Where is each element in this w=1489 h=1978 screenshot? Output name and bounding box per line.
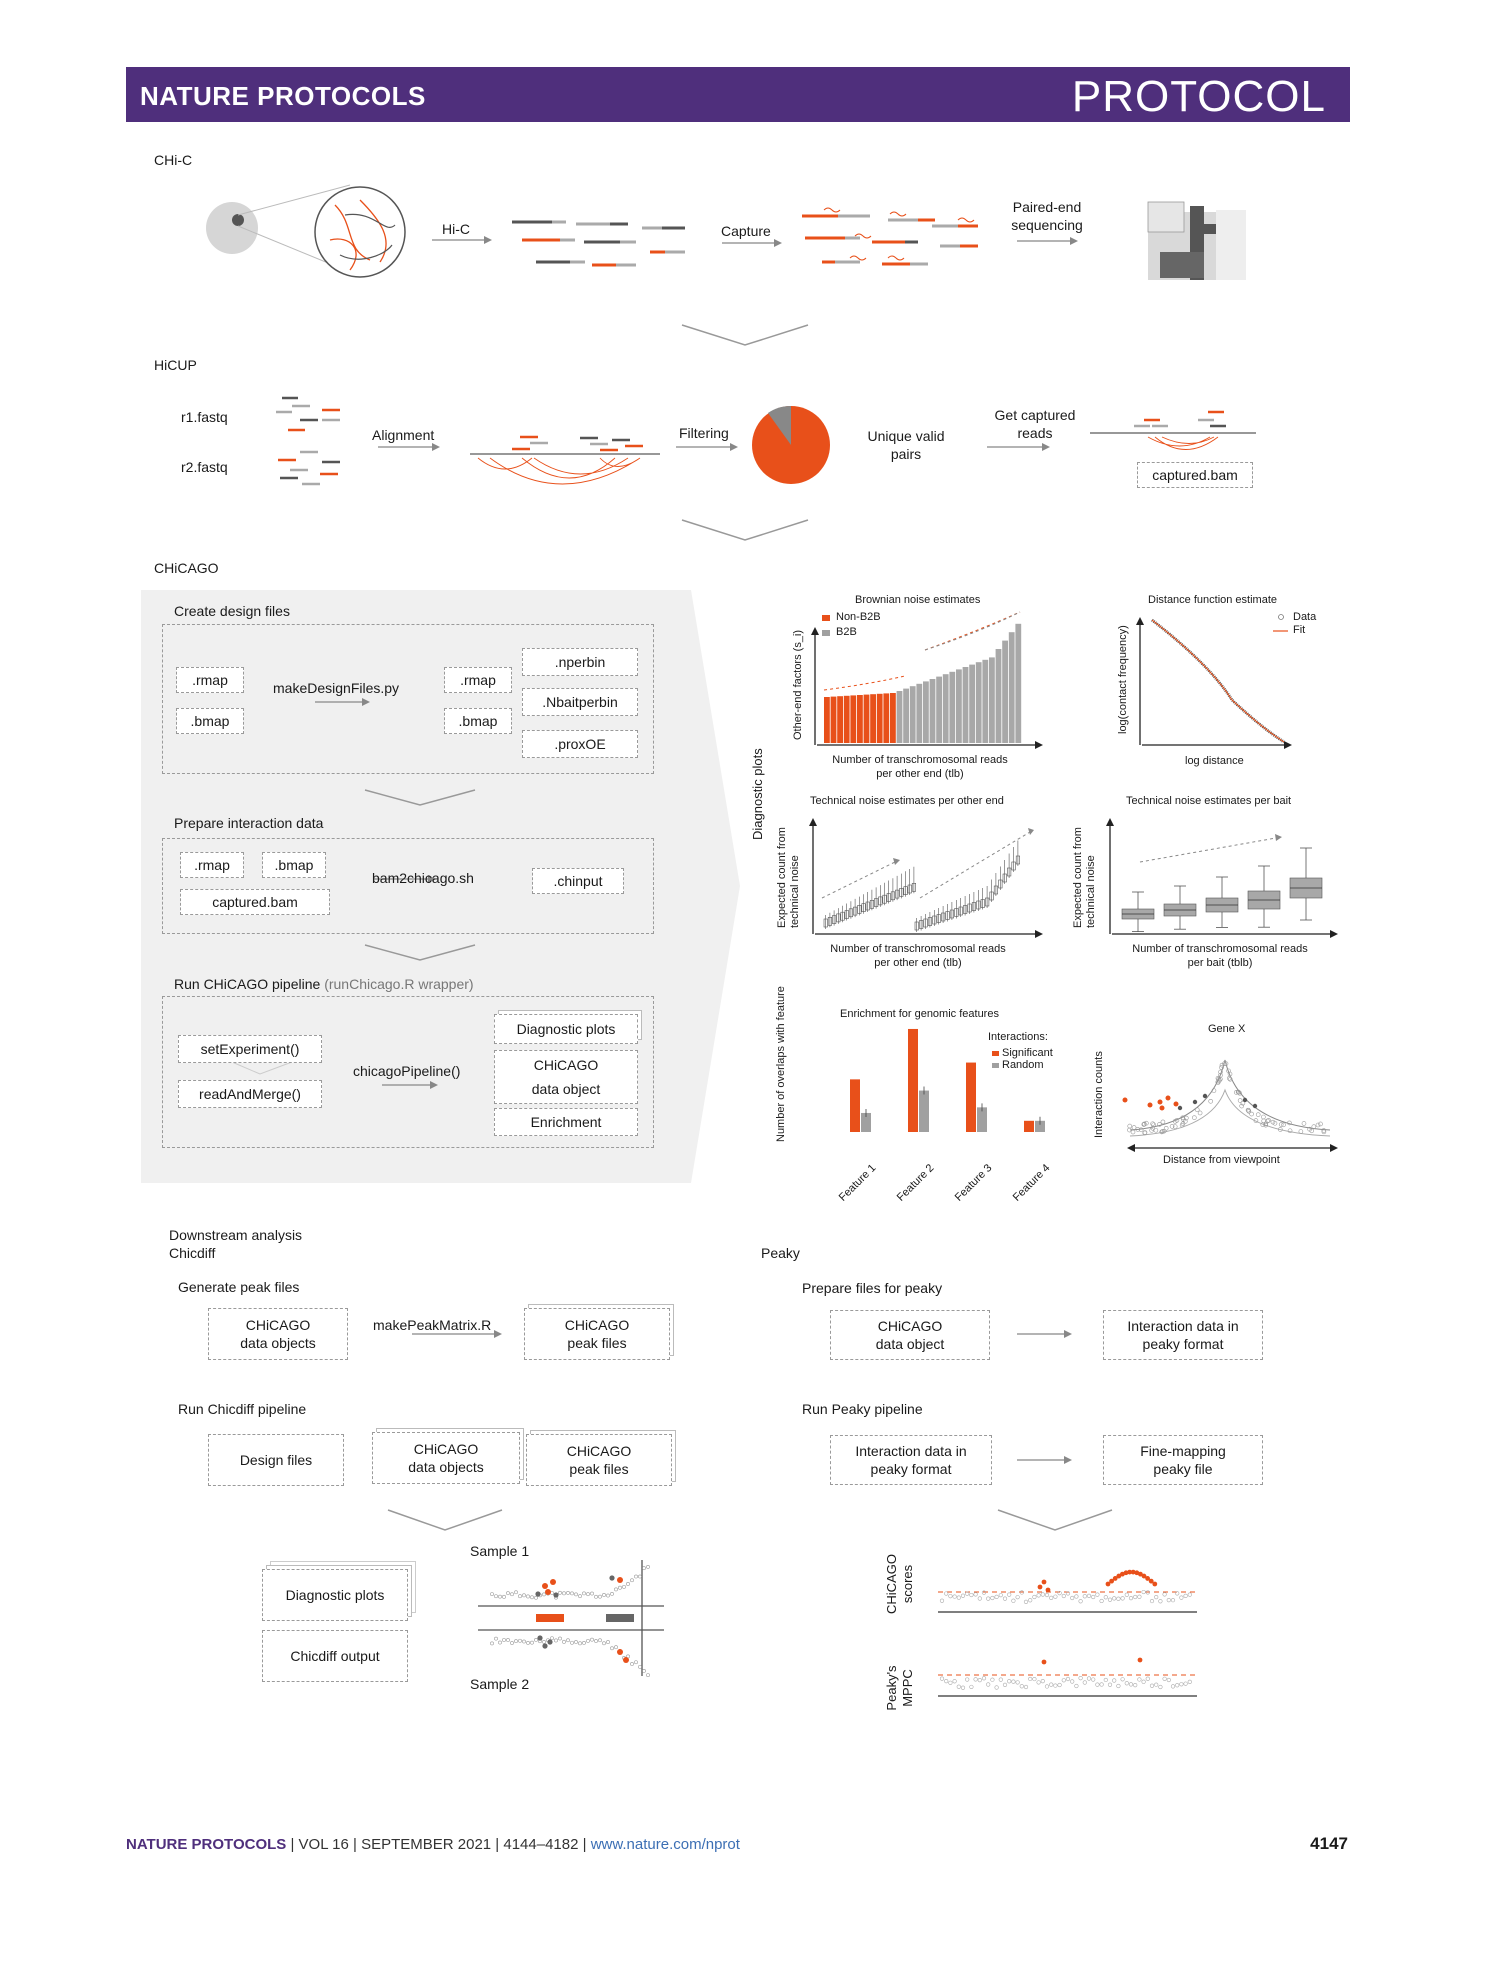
- run-chicdiff-title: Run Chicdiff pipeline: [178, 1401, 307, 1417]
- peaky-point: [1049, 1683, 1053, 1687]
- legend-random: Random: [1002, 1059, 1044, 1071]
- bmap-prepare: .bmap: [262, 852, 326, 878]
- peaky-point: [1070, 1596, 1074, 1600]
- legend-fit: Fit: [1293, 624, 1306, 636]
- peaky-point: [1079, 1676, 1083, 1680]
- read-and-merge-box: readAndMerge(): [178, 1080, 322, 1108]
- peaky-point: [1003, 1683, 1007, 1687]
- peaky-point: [1041, 1679, 1045, 1683]
- peaky-point: [1091, 1678, 1095, 1682]
- peaky-point: [1167, 1598, 1171, 1602]
- distance-title: Distance function estimate: [1148, 594, 1278, 606]
- peaky-mppc-point: [1138, 1658, 1143, 1663]
- peaky-point: [1012, 1680, 1016, 1684]
- peaky-point: [1062, 1594, 1066, 1598]
- distance-ylabel: log(contact frequency): [1117, 625, 1129, 734]
- peaky-sig-point: [1042, 1580, 1047, 1585]
- run-peaky-title: Run Peaky pipeline: [802, 1401, 923, 1417]
- chicago-pipeline-function: chicagoPipeline(): [353, 1063, 461, 1079]
- peaky-point: [999, 1593, 1003, 1597]
- genex-xlabel: Distance from viewpoint: [1163, 1154, 1280, 1166]
- tech-bait-ylabel-1: Expected count from: [1072, 827, 1084, 928]
- peaky-point: [1091, 1595, 1095, 1599]
- set-experiment-box: setExperiment(): [178, 1035, 322, 1063]
- peaky-point: [1154, 1683, 1158, 1687]
- peaky-point: [1100, 1599, 1104, 1603]
- hic-label: Hi-C: [442, 221, 470, 237]
- tech-oe-title: Technical noise estimates per other end: [810, 795, 1004, 807]
- rmap-output: .rmap: [444, 667, 512, 693]
- peaky-point: [1121, 1678, 1125, 1682]
- peaky-point: [995, 1686, 999, 1690]
- peaky-point: [1058, 1683, 1062, 1687]
- enrichment-ylabel: Number of overlaps with feature: [775, 986, 787, 1142]
- data-object-line2: data object: [531, 1081, 601, 1097]
- tech-bait-xlabel-1: Number of transchromosomal reads: [1132, 943, 1308, 955]
- peaky-point: [1129, 1596, 1133, 1600]
- gp-out-1: CHiCAGO: [564, 1317, 630, 1333]
- peaky-point: [1142, 1590, 1146, 1594]
- downstream-title-2: Chicdiff: [169, 1245, 216, 1261]
- peaky-point: [982, 1591, 986, 1595]
- pp-in-1: CHiCAGO: [877, 1318, 943, 1334]
- brownian-title: Brownian noise estimates: [855, 594, 981, 606]
- peaky-point: [1138, 1678, 1142, 1682]
- peaky-point: [1117, 1597, 1121, 1601]
- tech-bait-ylabel-2: technical noise: [1085, 855, 1097, 928]
- peaky-point: [978, 1597, 982, 1601]
- peaky-point: [1163, 1593, 1167, 1597]
- brownian-xlabel-1: Number of transchromosomal reads: [832, 754, 1008, 766]
- peaky-point: [974, 1678, 978, 1682]
- rc-peak-2: peak files: [569, 1461, 629, 1477]
- peaky-point: [1096, 1593, 1100, 1597]
- tech-bait-xlabel-2: per bait (tblb): [1187, 957, 1253, 969]
- peaky-point: [1033, 1677, 1037, 1681]
- peaky-point: [1087, 1677, 1091, 1681]
- peaky-point: [970, 1593, 974, 1597]
- peaky-point: [1171, 1685, 1175, 1689]
- bmap-input: .bmap: [176, 708, 244, 734]
- chicago-section-title: CHiCAGO: [154, 560, 219, 576]
- create-design-files-title: Create design files: [174, 603, 290, 619]
- peaky-point: [1003, 1597, 1007, 1601]
- tech-oe-ylabel-1: Expected count from: [776, 827, 788, 928]
- peaky-point: [991, 1596, 995, 1600]
- peaky-point: [1007, 1679, 1011, 1683]
- peaky-point: [1104, 1678, 1108, 1682]
- peaky-point: [1024, 1685, 1028, 1689]
- peaky-point: [940, 1677, 944, 1681]
- peaky-point: [1175, 1592, 1179, 1596]
- peaky-point: [1041, 1593, 1045, 1597]
- rc-obj-2: data objects: [408, 1459, 484, 1475]
- peaky-point: [1154, 1595, 1158, 1599]
- peaky-point: [1033, 1595, 1037, 1599]
- peaky-point: [1100, 1683, 1104, 1687]
- peaky-point: [1167, 1678, 1171, 1682]
- peaky-point: [1184, 1594, 1188, 1598]
- bam2chicago-script: bam2chicago.sh: [372, 870, 474, 886]
- peaky-point: [1016, 1595, 1020, 1599]
- tech-oe-xlabel-2: per other end (tlb): [874, 957, 962, 969]
- peaky-point: [1020, 1684, 1024, 1688]
- gp-in-2: data objects: [240, 1335, 316, 1351]
- generate-peak-files-title: Generate peak files: [178, 1279, 300, 1295]
- r1-fastq-label: r1.fastq: [181, 409, 228, 425]
- peaky-point: [1066, 1677, 1070, 1681]
- peaky-point: [1104, 1595, 1108, 1599]
- make-peak-matrix-script: makePeakMatrix.R: [373, 1317, 492, 1333]
- enrichment-tick-label: Feature 1: [836, 1162, 879, 1204]
- peaky-point: [1054, 1595, 1058, 1599]
- diagnostic-plots-output: Diagnostic plots: [494, 1014, 638, 1044]
- peaky-point: [949, 1594, 953, 1598]
- peaky-point: [965, 1678, 969, 1682]
- brownian-ylabel: Other-end factors (s_i): [792, 629, 804, 740]
- peaky-point: [1117, 1684, 1121, 1688]
- footer-volume: VOL 16: [298, 1836, 349, 1853]
- filtering-label: Filtering: [679, 425, 729, 441]
- peaky-point: [1054, 1684, 1058, 1688]
- legend-b2b: B2B: [836, 626, 857, 638]
- design-files-box: Design files: [208, 1434, 344, 1486]
- pr-out-2: peaky file: [1153, 1461, 1213, 1477]
- distance-xlabel: log distance: [1185, 755, 1244, 767]
- captured-bam-prepare: captured.bam: [180, 889, 330, 915]
- pr-out-1: Fine-mapping: [1140, 1443, 1226, 1459]
- enrichment-chart-title: Enrichment for genomic features: [840, 1008, 999, 1020]
- bmap-output: .bmap: [444, 708, 512, 734]
- footer-url[interactable]: www.nature.com/nprot: [590, 1836, 740, 1853]
- peaky-point: [1150, 1599, 1154, 1603]
- peaky-point: [1180, 1682, 1184, 1686]
- peaky-point: [1142, 1680, 1146, 1684]
- gp-out-2: peak files: [567, 1335, 627, 1351]
- peaky-point: [1188, 1593, 1192, 1597]
- captured-bam-box: captured.bam: [1137, 462, 1253, 488]
- peaky-point: [1146, 1677, 1150, 1681]
- peaky-point: [1138, 1595, 1142, 1599]
- chic-section-title: CHi-C: [154, 152, 193, 168]
- tech-bait-title: Technical noise estimates per bait: [1126, 795, 1292, 807]
- page-number: 4147: [1310, 1834, 1348, 1853]
- legend-non-b2b: Non-B2B: [836, 611, 881, 623]
- peaky-point: [1075, 1595, 1079, 1599]
- footer-pages: 4144–4182: [503, 1836, 579, 1853]
- peaky-point: [1150, 1684, 1154, 1688]
- gp-in-1: CHiCAGO: [245, 1317, 311, 1333]
- peaky-point: [1125, 1593, 1129, 1597]
- pr-in-1: Interaction data in: [855, 1443, 967, 1459]
- peaky-point: [995, 1595, 999, 1599]
- peaky-mppc-track-label: Peaky's MPPC: [884, 1665, 915, 1711]
- peaky-point: [1159, 1599, 1163, 1603]
- peaky-point: [1075, 1684, 1079, 1688]
- peaky-point: [1049, 1596, 1053, 1600]
- sample2-label: Sample 2: [470, 1676, 530, 1692]
- peaky-point: [1037, 1681, 1041, 1685]
- data-object-line1: CHiCAGO: [533, 1057, 599, 1073]
- enrichment-legend-title: Interactions:: [988, 1031, 1048, 1043]
- peaky-point: [1188, 1680, 1192, 1684]
- enrichment-tick-label: Feature 3: [952, 1162, 995, 1204]
- peaky-point: [1184, 1682, 1188, 1686]
- peaky-point: [953, 1679, 957, 1683]
- tech-oe-xlabel-1: Number of transchromosomal reads: [830, 943, 1006, 955]
- peaky-point: [986, 1683, 990, 1687]
- peaky-point: [974, 1593, 978, 1597]
- peaky-point: [1108, 1598, 1112, 1602]
- peaky-point: [1129, 1683, 1133, 1687]
- peaky-point: [944, 1592, 948, 1596]
- legend-data: Data: [1293, 611, 1317, 623]
- peaky-point: [1133, 1595, 1137, 1599]
- rc-obj-1: CHiCAGO: [413, 1441, 479, 1457]
- peaky-point: [940, 1599, 944, 1603]
- peaky-point: [1024, 1600, 1028, 1604]
- peaky-point: [1112, 1679, 1116, 1683]
- peaky-point: [1121, 1597, 1125, 1601]
- peaky-point: [961, 1686, 965, 1690]
- peaky-sig-point: [1038, 1585, 1043, 1590]
- enrichment-tick-label: Feature 2: [894, 1162, 937, 1204]
- sample1-label: Sample 1: [470, 1543, 530, 1559]
- run-chicago-title-note: (runChicago.R wrapper): [324, 976, 474, 992]
- peaky-point: [957, 1596, 961, 1600]
- legend-significant: Significant: [1002, 1047, 1053, 1059]
- r2-fastq-label: r2.fastq: [181, 459, 228, 475]
- peaky-point: [1062, 1678, 1066, 1682]
- rmap-input: .rmap: [176, 667, 244, 693]
- peaky-point: [1159, 1685, 1163, 1689]
- peaky-point: [1083, 1594, 1087, 1598]
- nperbin-output: .nperbin: [522, 648, 638, 676]
- peaky-point: [1028, 1677, 1032, 1681]
- footer-journal: NATURE PROTOCOLS: [126, 1836, 287, 1853]
- peaky-sig-point: [1152, 1582, 1157, 1587]
- peaky-mppc-point: [1042, 1660, 1047, 1665]
- prepare-peaky-title: Prepare files for peaky: [802, 1280, 943, 1296]
- nbaitperbin-output: .Nbaitperbin: [522, 688, 638, 716]
- diagnostic-plots-side-label: Diagnostic plots: [750, 748, 765, 840]
- peaky-point: [953, 1595, 957, 1599]
- pp-out-1: Interaction data in: [1127, 1318, 1239, 1334]
- peaky-title: Peaky: [761, 1245, 800, 1261]
- make-design-files-script: makeDesignFiles.py: [273, 680, 400, 696]
- chicdiff-output-box: Chicdiff output: [262, 1630, 408, 1682]
- peaky-point: [1180, 1596, 1184, 1600]
- peaky-point: [1083, 1681, 1087, 1685]
- peaky-point: [961, 1594, 965, 1598]
- enrichment-tick-label: Feature 4: [1010, 1162, 1053, 1204]
- peaky-point: [1037, 1594, 1041, 1598]
- footer: NATURE PROTOCOLS | VOL 16 | SEPTEMBER 2021 | 4144–4182 | www.nature.com/nprot: [126, 1836, 740, 1853]
- article-type: PROTOCOL: [1071, 72, 1326, 121]
- unique-valid-pairs-label: Unique valid pairs: [867, 428, 945, 462]
- peaky-sig-point: [1046, 1588, 1051, 1593]
- enrichment-output: Enrichment: [494, 1108, 638, 1136]
- get-captured-reads-label: Get captured reads: [994, 407, 1076, 441]
- peaky-point: [1012, 1599, 1016, 1603]
- proxoe-output: .proxOE: [522, 730, 638, 758]
- peaky-point: [1070, 1680, 1074, 1684]
- peaky-point: [1108, 1683, 1112, 1687]
- peaky-point: [1163, 1677, 1167, 1681]
- peaky-point: [1028, 1598, 1032, 1602]
- peaky-point: [1045, 1685, 1049, 1689]
- chinput-output: .chinput: [532, 868, 624, 894]
- peaky-point: [957, 1685, 961, 1689]
- peaky-point: [1087, 1594, 1091, 1598]
- peaky-point: [1171, 1598, 1175, 1602]
- hicup-section-title: HiCUP: [154, 357, 197, 373]
- peaky-point: [1112, 1597, 1116, 1601]
- rc-peak-1: CHiCAGO: [566, 1443, 632, 1459]
- peaky-point: [1007, 1593, 1011, 1597]
- peaky-point: [982, 1676, 986, 1680]
- brownian-xlabel-2: per other end (tlb): [876, 768, 964, 780]
- pr-in-2: peaky format: [870, 1461, 952, 1477]
- pp-in-2: data object: [875, 1336, 945, 1352]
- sequencing-label: Paired-end sequencing: [1011, 199, 1083, 233]
- peaky-point: [991, 1678, 995, 1682]
- peaky-point: [1045, 1593, 1049, 1597]
- capture-label: Capture: [721, 223, 771, 239]
- run-chicago-title-text: Run CHiCAGO pipeline: [174, 976, 321, 992]
- peaky-point: [999, 1678, 1003, 1682]
- pp-out-2: peaky format: [1142, 1336, 1224, 1352]
- tech-oe-ylabel-2: technical noise: [789, 855, 801, 928]
- peaky-point: [1175, 1683, 1179, 1687]
- peaky-point: [970, 1685, 974, 1689]
- peaky-point: [1133, 1683, 1137, 1687]
- peaky-point: [1125, 1681, 1129, 1685]
- peaky-point: [1096, 1683, 1100, 1687]
- genex-title: Gene X: [1208, 1023, 1246, 1035]
- genex-ylabel: Interaction counts: [1093, 1051, 1105, 1138]
- peaky-point: [978, 1678, 982, 1682]
- peaky-point: [944, 1679, 948, 1683]
- peaky-point: [1016, 1681, 1020, 1685]
- journal-name: NATURE PROTOCOLS: [140, 81, 426, 111]
- peaky-point: [1079, 1599, 1083, 1603]
- peaky-point: [986, 1597, 990, 1601]
- chicdiff-diagnostic-plots: Diagnostic plots: [262, 1569, 408, 1621]
- downstream-title-1: Downstream analysis: [169, 1227, 303, 1243]
- rmap-prepare: .rmap: [180, 852, 244, 878]
- prepare-interaction-title: Prepare interaction data: [174, 815, 324, 831]
- alignment-label: Alignment: [372, 427, 435, 443]
- chicago-scores-track-label: CHiCAGO scores: [884, 1554, 915, 1614]
- footer-date: SEPTEMBER 2021: [361, 1836, 492, 1853]
- peaky-point: [949, 1681, 953, 1685]
